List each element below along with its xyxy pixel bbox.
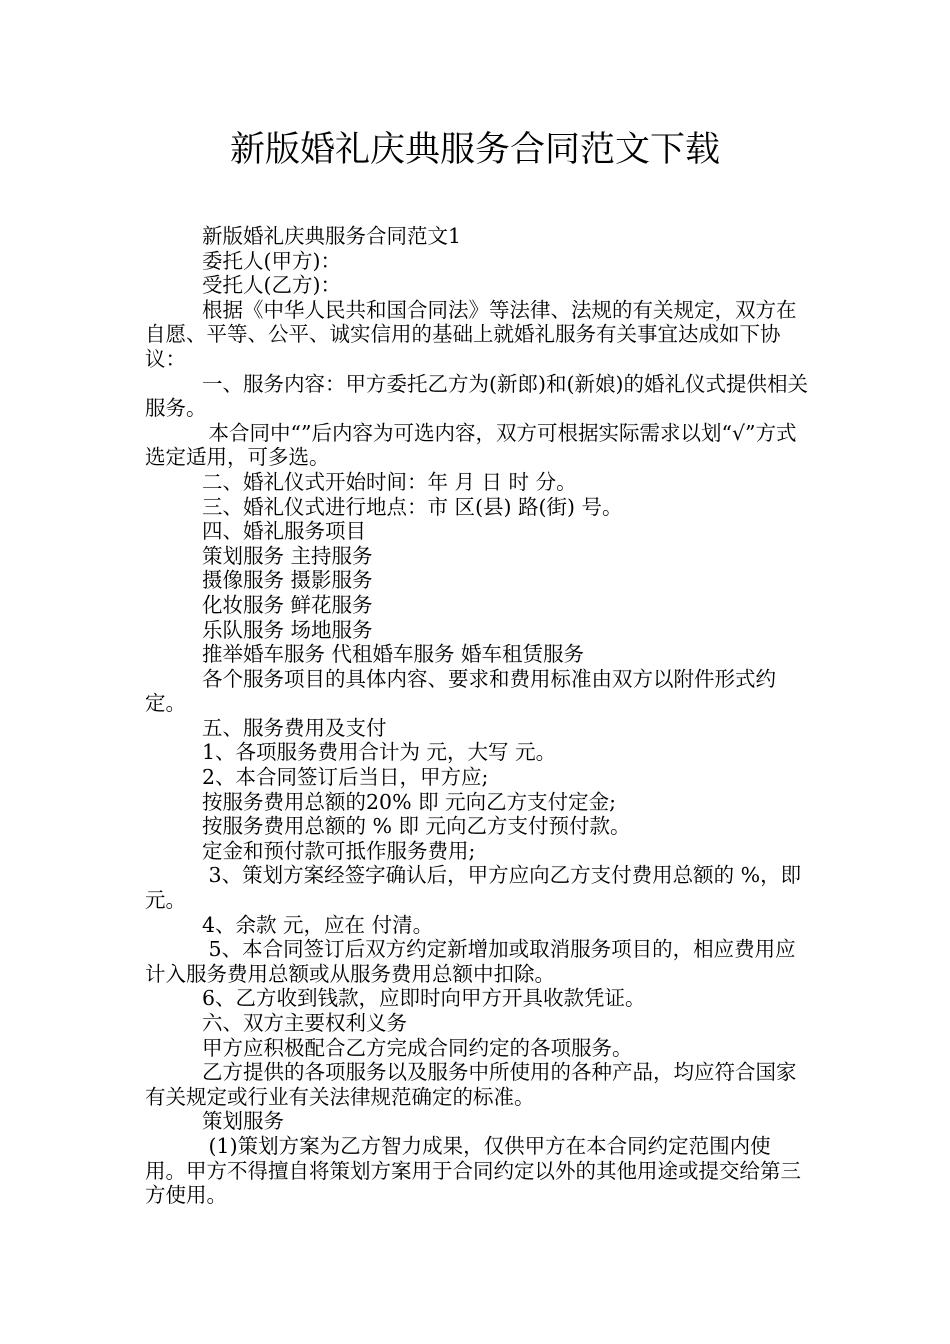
- paragraph-service-item: 推举婚车服务 代租婚车服务 婚车租赁服务: [202, 642, 585, 667]
- paragraph-optional-note: 本合同中“”后内容为可选内容，双方可根据实际需求以划“√”方式选定适用，可多选。: [145, 420, 797, 470]
- paragraph-party-a: 委托人(甲方)：: [202, 248, 341, 273]
- paragraph-heading: 新版婚礼庆典服务合同范文1: [202, 224, 462, 248]
- paragraph-clause-5: 五、服务费用及支付: [202, 715, 387, 740]
- paragraph-fee-2: 2、本合同签订后当日，甲方应;: [202, 765, 489, 790]
- paragraph-party-b: 受托人(乙方)：: [202, 273, 341, 298]
- paragraph-clause-6: 六、双方主要权利义务: [202, 1011, 407, 1035]
- paragraph-clause-1: 一、服务内容：甲方委托乙方为(新郎)和(新娘)的婚礼仪式提供相关服务。: [145, 371, 808, 421]
- paragraph-fee-5: 5、本合同签订后双方约定新增加或取消服务项目的，相应费用应计入服务费用总额或从服务费用总额中扣除。: [145, 937, 796, 986]
- paragraph-party-a-duty: 甲方应积极配合乙方完成合同约定的各项服务。: [202, 1035, 633, 1060]
- paragraph-deposit-note: 定金和预付款可抵作服务费用;: [202, 838, 476, 863]
- paragraph-clause-3: 三、婚礼仪式进行地点：市 区(县) 路(街) 号。: [202, 494, 623, 519]
- paragraph-service-terms: 各个服务项目的具体内容、要求和费用标准由双方以附件形式约定。: [145, 666, 776, 716]
- paragraph-prepayment: 按服务费用总额的 % 即 元向乙方支付预付款。: [202, 814, 631, 839]
- document-body: [145, 224, 810, 1208]
- paragraph-planning-heading: 策划服务: [202, 1109, 284, 1134]
- paragraph-fee-1: 1、各项服务费用合计为 元，大写 元。: [202, 740, 557, 765]
- paragraph-fee-3: 3、策划方案经签字确认后，甲方应向乙方支付费用总额的 %，即 元。: [145, 863, 808, 913]
- paragraph-planning-1: (1)策划方案为乙方智力成果，仅供甲方在本合同约定范围内使用。甲方不得擅自将策划方案用于合同约定以外的其他用途或提交给第三方使用。: [145, 1133, 801, 1208]
- paragraph-preamble: 根据《中华人民共和国合同法》等法律、法规的有关规定，双方在自愿、平等、公平、诚实信用的基础上就婚礼服务有关事宜达成如下协议：: [145, 297, 797, 371]
- paragraph-service-item: 乐队服务 场地服务: [202, 617, 373, 642]
- paragraph-deposit: 按服务费用总额的20% 即 元向乙方支付定金;: [202, 789, 617, 814]
- paragraph-service-item: 摄像服务 摄影服务: [202, 568, 373, 593]
- document-title: 新版婚礼庆典服务合同范文下载: [229, 130, 720, 170]
- paragraph-clause-4: 四、婚礼服务项目: [202, 519, 366, 544]
- paragraph-service-item: 策划服务 主持服务: [202, 543, 373, 568]
- paragraph-party-b-duty: 乙方提供的各项服务以及服务中所使用的各种产品，均应符合国家有关规定或行业有关法律规范确定的标准。: [145, 1060, 797, 1109]
- paragraph-clause-2: 二、婚礼仪式开始时间：年 月 日 时 分。: [202, 469, 577, 494]
- paragraph-fee-6: 6、乙方收到钱款，应即时向甲方开具收款凭证。: [202, 986, 646, 1011]
- paragraph-service-item: 化妆服务 鲜花服务: [202, 592, 373, 617]
- paragraph-fee-4: 4、余款 元，应在 付清。: [202, 912, 434, 937]
